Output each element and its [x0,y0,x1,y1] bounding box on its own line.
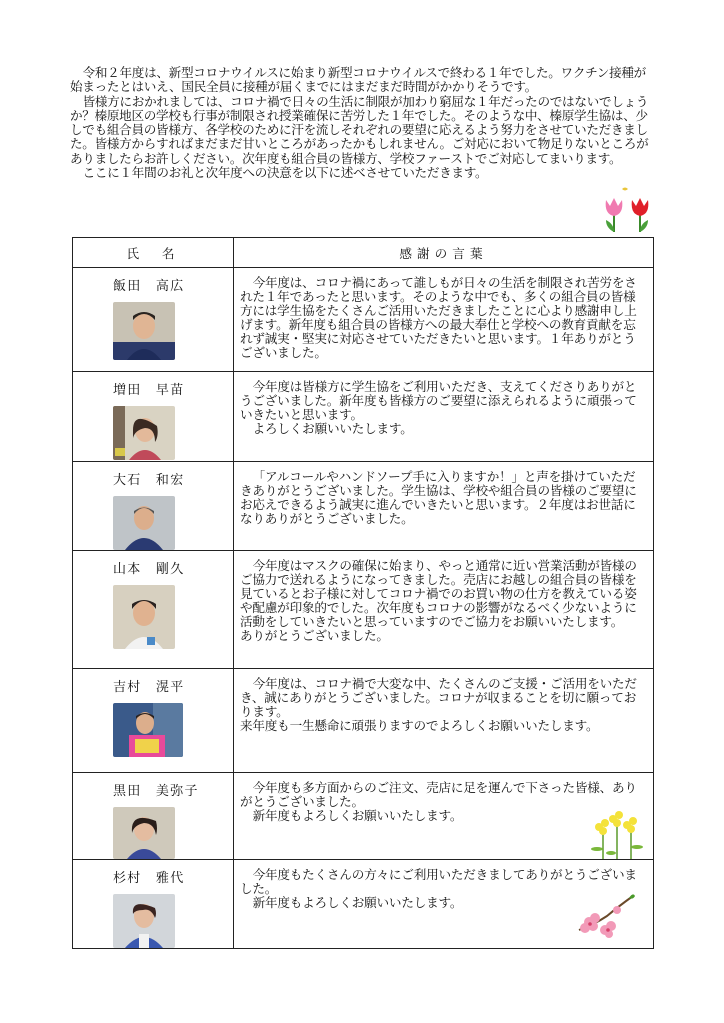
staff-photo [113,807,175,859]
table-row [73,462,654,551]
header-message: 感謝の言葉 [234,238,654,268]
table-row [73,551,654,669]
staff-photo [113,585,175,649]
message-text: 新年度もよろしくお願いいたします。 [252,894,463,910]
staff-photo [113,894,175,948]
staff-name: 杉村 雅代 [113,871,185,886]
table-row [73,372,654,462]
cherry-blossom-illustration [575,892,635,943]
message-text: 今年度もたくさんの方々にご利用いただきましてありがとうございました。 [240,867,637,896]
message-text: 今年度も多方面からのご注文、売店に足を運んで下さった皆様、ありがとうございました。 [240,780,637,809]
staff-name: 吉村 滉平 [113,680,185,695]
staff-name: 黒田 美弥子 [113,784,199,799]
intro-paragraph-3: ここに１年間のお礼と次年度への決意を以下に述べさせていただきます。 [82,165,488,181]
table-header-row [73,238,654,268]
staff-name: 飯田 高広 [113,279,185,294]
tulip-illustration [600,186,660,234]
message-text: 今年度は、コロナ禍にあって誰しもが日々の生活を制限され苦労をされた１年であったと思います。そのような中でも、多くの組合員の皆様方には学生協をたくさんご活用いただきましたことに心より感謝申し上げます。新年度も組合員の皆様方への最大奉仕と学校への教育貢献を忘れず誠実・堅実に対応させていただきたいと思います。１年ありがとうございました。 [240,275,637,360]
header-name: 氏 名 [73,238,234,268]
intro-text [70,66,654,180]
message-text: 今年度はマスクの確保に始まり、やっと通常に近い営業活動が皆様のご協力で送れるようになってきました。売店にお越しの組合員の皆様を見ているとお子様に対してコロナ禍でのお買い物の仕方を教えている姿や配慮が印象的でした。次年度もコロナの影響がなるべく少ないように活動をしていきたいと思っていますのでご協力をお願いいたします。 [240,558,637,629]
staff-photo [113,496,175,550]
staff-name: 増田 早苗 [113,383,185,398]
message-text: 新年度もよろしくお願いいたします。 [252,807,463,823]
message-text: ありがとうございました。 [240,627,389,643]
message-text: 来年度も一生懸命に頑張りますのでよろしくお願いいたします。 [240,717,599,733]
staff-name: 山本 剛久 [113,562,185,577]
staff-photo [113,406,175,460]
table-row [73,773,654,860]
message-text: よろしくお願いいたします。 [252,420,413,436]
message-text: 「アルコールやハンドソープ手に入りますか！」と声を掛けていただきありがとうございました。学生協は、学校や組合員の皆様のご要望にお応えできるよう誠実に進んでいきたいと思います。２年度はお世話になりありがとうございました。 [240,469,637,526]
rapeseed-flower-illustration [589,809,645,862]
staff-photo [113,703,183,757]
thanks-table [72,237,654,949]
intro-paragraph-1: 令和２年度は、新型コロナウイルスに始まり新型コロナウイルスで終わる１年でした。ワクチン接種が始まったとはいえ、国民全員に接種が届くまでにはまだまだ時間がかかりそうです。 [70,65,646,95]
table-row [73,669,654,773]
intro-paragraph-2: 皆様方におかれましては、コロナ禍で日々の生活に制限が加わり窮屈な１年だったのではないでしょうか？榛原地区の学校も行事が制限され授業確保に苦労した１年でした。そのような中、榛原学生協は、少しでも組合員の皆様方、各学校のために汗を流しそれぞれの要望に応えるよう努力をさせていただきました。皆様方からすればまだまだ甘いところがあったかもしれません。ご対応において物足りないところがありましたらお許しください。次年度も組合員の皆様方、学校ファーストでご対応してまいります。 [70,93,649,166]
table-row [73,860,654,949]
staff-photo [113,302,175,360]
table-row [73,268,654,372]
message-text: 今年度は、コロナ禍で大変な中、たくさんのご支援・ご活用をいただき、誠にありがとうございました。コロナが収まることを切に願っております。 [240,676,637,719]
message-text: 今年度は皆様方に学生協をご利用いただき、支えてくださりありがとうございました。新年度も皆様方のご要望に添えられるように頑張っていきたいと思います。 [240,379,637,422]
staff-name: 大石 和宏 [113,473,185,488]
